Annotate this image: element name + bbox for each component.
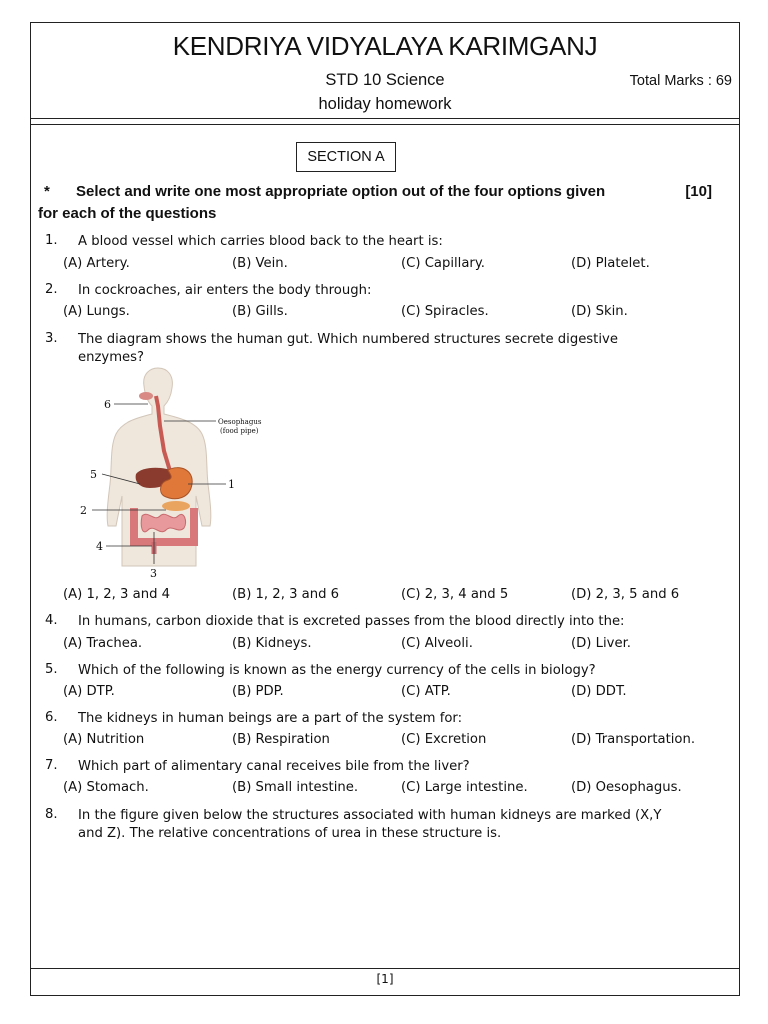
option-b: (B) Kidneys. (232, 636, 312, 651)
question-number: 7. (45, 758, 58, 773)
pancreas (162, 501, 190, 511)
option-b: (B) Gills. (232, 304, 288, 319)
question-text: A blood vessel which carries blood back to the heart is: (78, 234, 443, 249)
diagram-number-5: 5 (90, 468, 97, 481)
question-number: 6. (45, 710, 58, 725)
diagram-number-1: 1 (228, 478, 235, 491)
instruction-line-2: for each of the questions (38, 205, 217, 222)
diagram-number-3: 3 (150, 567, 157, 580)
document-title: holiday homework (318, 95, 452, 113)
option-a: (A) Nutrition (63, 732, 145, 747)
bullet-star: * (44, 183, 50, 200)
option-d: (D) 2, 3, 5 and 6 (571, 587, 680, 602)
option-d: (D) DDT. (571, 684, 627, 699)
total-marks: Total Marks : 69 (629, 73, 732, 89)
question-text: The kidneys in human beings are a part of the system for: (78, 711, 463, 726)
question-text-line-1: The diagram shows the human gut. Which numbered structures secrete digestive (78, 332, 618, 347)
header-divider-bottom (30, 124, 740, 125)
section-marks: [10] (685, 183, 712, 200)
section-label: SECTION A (296, 142, 396, 172)
school-name: KENDRIYA VIDYALAYA KARIMGANJ (172, 31, 598, 61)
question-text-line-2: enzymes? (78, 350, 145, 365)
question-text-line-2: and Z). The relative concentrations of urea in these structure is. (78, 826, 502, 841)
diagram-number-6: 6 (104, 398, 111, 411)
option-c: (C) Spiracles. (401, 304, 489, 319)
option-b: (B) 1, 2, 3 and 6 (232, 587, 340, 602)
question-text: In cockroaches, air enters the body through: (78, 283, 372, 298)
question-text-line-1: In the figure given below the structures associated with human kidneys are marked (X,Y (78, 808, 662, 823)
option-d: (D) Skin. (571, 304, 628, 319)
diagram-number-4: 4 (96, 540, 103, 553)
option-b: (B) Vein. (232, 256, 288, 271)
option-a: (A) DTP. (63, 684, 115, 699)
option-a: (A) 1, 2, 3 and 4 (63, 587, 171, 602)
question-text: In humans, carbon dioxide that is excreted passes from the blood directly into the: (78, 614, 625, 629)
question-text-block (78, 331, 658, 367)
footer-divider (30, 968, 740, 969)
option-b: (B) PDP. (232, 684, 284, 699)
question-number: 1. (45, 233, 58, 248)
question-text: Which of the following is known as the energy currency of the cells in biology? (78, 663, 596, 678)
header-divider-top (30, 118, 740, 119)
option-d: (D) Oesophagus. (571, 780, 682, 795)
option-c: (C) ATP. (401, 684, 451, 699)
section-instruction (38, 181, 718, 225)
option-b: (B) Respiration (232, 732, 330, 747)
question-text: Which part of alimentary canal receives bile from the liver? (78, 759, 470, 774)
mouth-region (139, 392, 153, 400)
question-text-block (78, 807, 698, 843)
option-c: (C) Excretion (401, 732, 487, 747)
human-gut-diagram (80, 366, 262, 580)
option-b: (B) Small intestine. (232, 780, 359, 795)
option-d: (D) Platelet. (571, 256, 650, 271)
question-number: 3. (45, 331, 58, 346)
class-subject: STD 10 Science (325, 71, 445, 89)
diagram-label-food-pipe: (food pipe) (220, 427, 259, 435)
option-d: (D) Transportation. (571, 732, 696, 747)
page-number: [1] (376, 972, 394, 986)
option-d: (D) Liver. (571, 636, 631, 651)
option-a: (A) Trachea. (63, 636, 143, 651)
question-number: 5. (45, 662, 58, 677)
instruction-line-1: Select and write one most appropriate option out of the four options given (76, 183, 606, 200)
option-c: (C) Capillary. (401, 256, 485, 271)
option-a: (A) Lungs. (63, 304, 130, 319)
option-c: (C) Alveoli. (401, 636, 473, 651)
option-a: (A) Artery. (63, 256, 130, 271)
diagram-label-oesophagus: Oesophagus (218, 418, 262, 426)
option-c: (C) 2, 3, 4 and 5 (401, 587, 509, 602)
option-c: (C) Large intestine. (401, 780, 528, 795)
diagram-number-2: 2 (80, 504, 87, 517)
question-number: 8. (45, 807, 58, 822)
small-intestine (141, 514, 185, 532)
question-number: 4. (45, 613, 58, 628)
question-number: 2. (45, 282, 58, 297)
option-a: (A) Stomach. (63, 780, 149, 795)
